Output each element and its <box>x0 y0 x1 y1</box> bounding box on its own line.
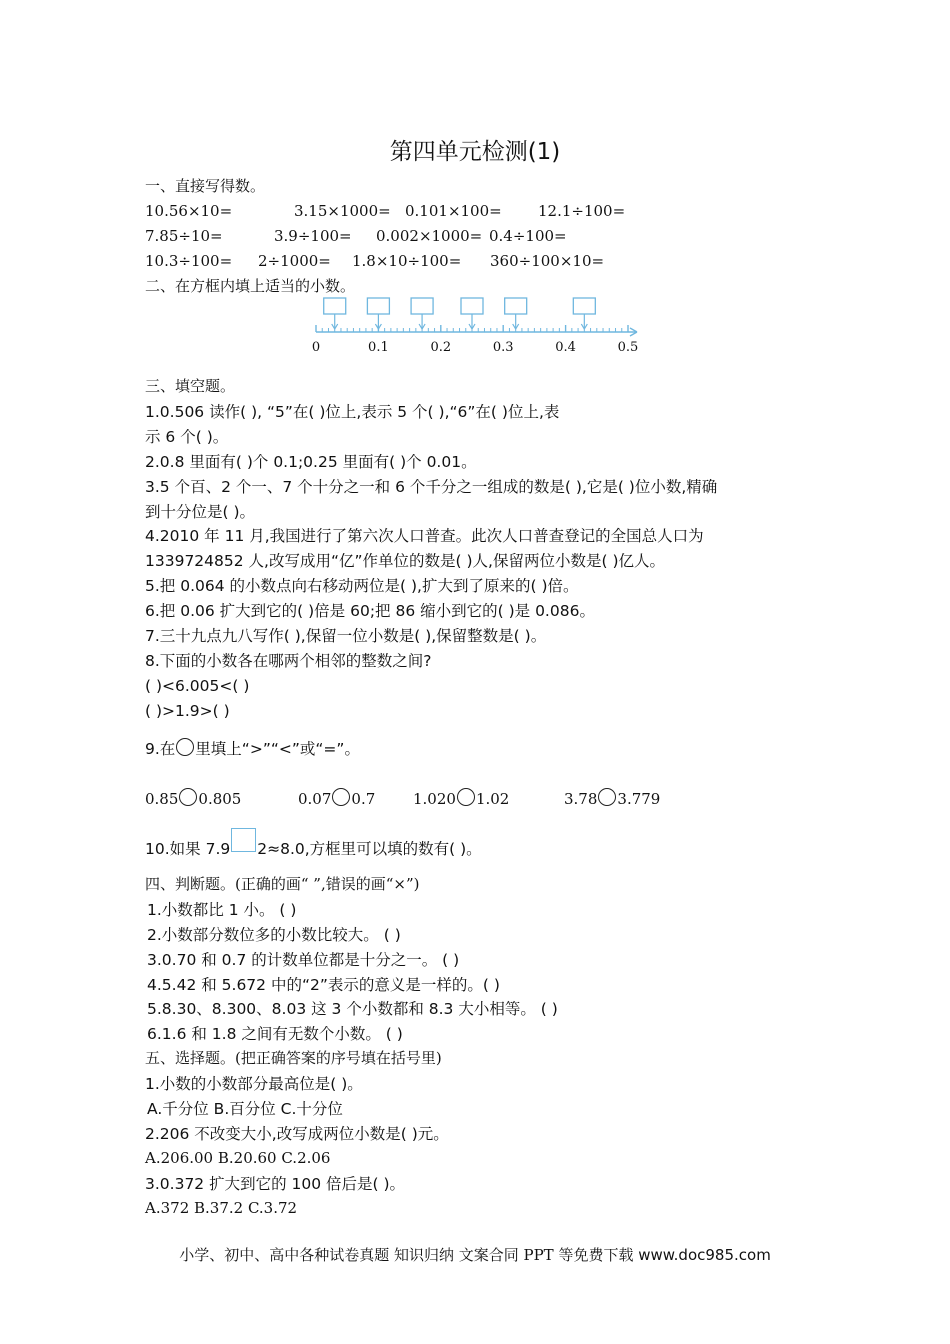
question-text: 里填上“>”“<”或“=”。 <box>195 740 360 758</box>
question-text: ( )>1.9>( ) <box>145 702 230 720</box>
question-text: 示 6 个( )。 <box>145 428 229 446</box>
question-text: 1.小数的小数部分最高位是( )。 <box>145 1075 363 1093</box>
question-text: 到十分位是( )。 <box>145 503 256 521</box>
calc-item: 0.002×1000= <box>376 227 483 245</box>
answer-box <box>324 298 346 329</box>
compare-right: 0.7 <box>351 790 376 808</box>
calc-item: 10.3÷100= <box>145 252 233 270</box>
judge-item: 6.1.6 和 1.8 之间有无数个小数。 ( ) <box>147 1025 403 1043</box>
calc-item: 7.85÷10= <box>145 227 223 245</box>
compare-right: 1.02 <box>475 790 510 808</box>
calc-item: 360÷100×10= <box>490 252 605 270</box>
footer-text: 小学、初中、高中各种试卷真题 知识归纳 文案合同 PPT 等免费下载 <box>179 1246 634 1264</box>
compare-item <box>413 788 509 808</box>
calc-item: 1.8×10÷100= <box>352 252 462 270</box>
choice-options: A.372 B.37.2 C.3.72 <box>145 1199 298 1217</box>
compare-left: 0.85 <box>145 790 179 808</box>
question-text: 9.在 <box>145 740 176 758</box>
calc-item: 2÷1000= <box>258 252 331 270</box>
question-text: 6.把 0.06 扩大到它的( )倍是 60;把 86 缩小到它的( )是 0.086。 <box>145 602 595 620</box>
answer-box <box>573 298 595 329</box>
choice-options: A.206.00 B.20.60 C.2.06 <box>145 1149 331 1167</box>
circle-blank-icon <box>457 788 475 806</box>
question-10 <box>145 828 482 859</box>
compare-right: 0.805 <box>198 790 242 808</box>
page-footer <box>0 1244 950 1265</box>
calc-item: 0.4÷100= <box>489 227 567 245</box>
section-4-heading: 四、判断题。(正确的画“ ”,错误的画“×”) <box>145 875 420 893</box>
answer-box <box>367 298 389 329</box>
question-text: 5.把 0.064 的小数点向右移动两位是( ),扩大到了原来的( )倍。 <box>145 577 579 595</box>
question-text: 2≈8.0,方框里可以填的数有( )。 <box>257 840 482 858</box>
footer-link[interactable]: www.doc985.com <box>638 1246 771 1264</box>
section-5-heading: 五、选择题。(把正确答案的序号填在括号里) <box>145 1049 442 1067</box>
answer-box <box>505 298 527 329</box>
calc-item: 3.15×1000= <box>294 202 391 220</box>
question-text: 2.206 不改变大小,改写成两位小数是( )元。 <box>145 1125 449 1143</box>
tick-label: 0.5 <box>617 340 639 355</box>
question-text: 7.三十九点九八写作( ),保留一位小数是( ),保留整数是( )。 <box>145 627 547 645</box>
compare-item <box>298 788 375 808</box>
circle-blank-icon <box>179 788 197 806</box>
question-text: 2.0.8 里面有( )个 0.1;0.25 里面有( )个 0.01。 <box>145 453 477 471</box>
section-2-heading: 二、在方框内填上适当的小数。 <box>145 277 356 295</box>
judge-item: 3.0.70 和 0.7 的计数单位都是十分之一。 ( ) <box>147 951 460 969</box>
judge-item: 2.小数部分数位多的小数比较大。 ( ) <box>147 926 401 944</box>
judge-item: 5.8.30、8.300、8.03 这 3 个小数都和 8.3 大小相等。 ( ) <box>147 1000 558 1018</box>
tick-label: 0.2 <box>430 340 452 355</box>
section-1-heading: 一、直接写得数。 <box>145 177 266 195</box>
question-text: 4.2010 年 11 月,我国进行了第六次人口普查。此次人口普查登记的全国总人口为 <box>145 527 704 545</box>
page-title: 第四单元检测(1) <box>389 139 561 165</box>
tick-label: 0 <box>311 340 321 355</box>
tick-label: 0.1 <box>368 340 389 355</box>
section-3-heading: 三、填空题。 <box>145 377 236 395</box>
compare-left: 0.07 <box>298 790 332 808</box>
question-text: ( )<6.005<( ) <box>145 677 250 695</box>
number-line <box>300 292 650 358</box>
calc-item: 12.1÷100= <box>538 202 626 220</box>
answer-box <box>411 298 433 329</box>
question-text: 10.如果 7.9 <box>145 840 231 858</box>
circle-blank-icon <box>598 788 616 806</box>
question-text: 1339724852 人,改写成用“亿”作单位的数是( )人,保留两位小数是( )亿人。 <box>145 552 666 570</box>
question-text: 3.0.372 扩大到它的 100 倍后是( )。 <box>145 1175 406 1193</box>
compare-item <box>145 788 241 808</box>
judge-item: 4.5.42 和 5.672 中的“2”表示的意义是一样的。( ) <box>147 976 500 994</box>
calc-item: 0.101×100= <box>405 202 502 220</box>
question-text: 1.0.506 读作( ), “5”在( )位上,表示 5 个( ),“6”在( )位上,表 <box>145 403 560 421</box>
compare-item <box>564 788 660 808</box>
judge-item: 1.小数都比 1 小。 ( ) <box>147 901 297 919</box>
calc-item: 10.56×10= <box>145 202 233 220</box>
compare-left: 3.78 <box>564 790 598 808</box>
compare-right: 3.779 <box>617 790 661 808</box>
circle-blank-icon <box>176 738 194 756</box>
calc-item: 3.9÷100= <box>274 227 352 245</box>
circle-blank-icon <box>332 788 350 806</box>
question-text: 3.5 个百、2 个一、7 个十分之一和 6 个千分之一组成的数是( ),它是( )位小数,精确 <box>145 478 718 496</box>
tick-label: 0.4 <box>555 340 576 355</box>
tick-label: 0.3 <box>492 340 514 355</box>
compare-left: 1.020 <box>413 790 456 808</box>
question-9 <box>145 738 360 759</box>
question-text: 8.下面的小数各在哪两个相邻的整数之间? <box>145 652 432 670</box>
choice-options: A.千分位 B.百分位 C.十分位 <box>147 1100 343 1118</box>
square-blank-icon <box>231 828 256 852</box>
answer-box <box>461 298 483 329</box>
